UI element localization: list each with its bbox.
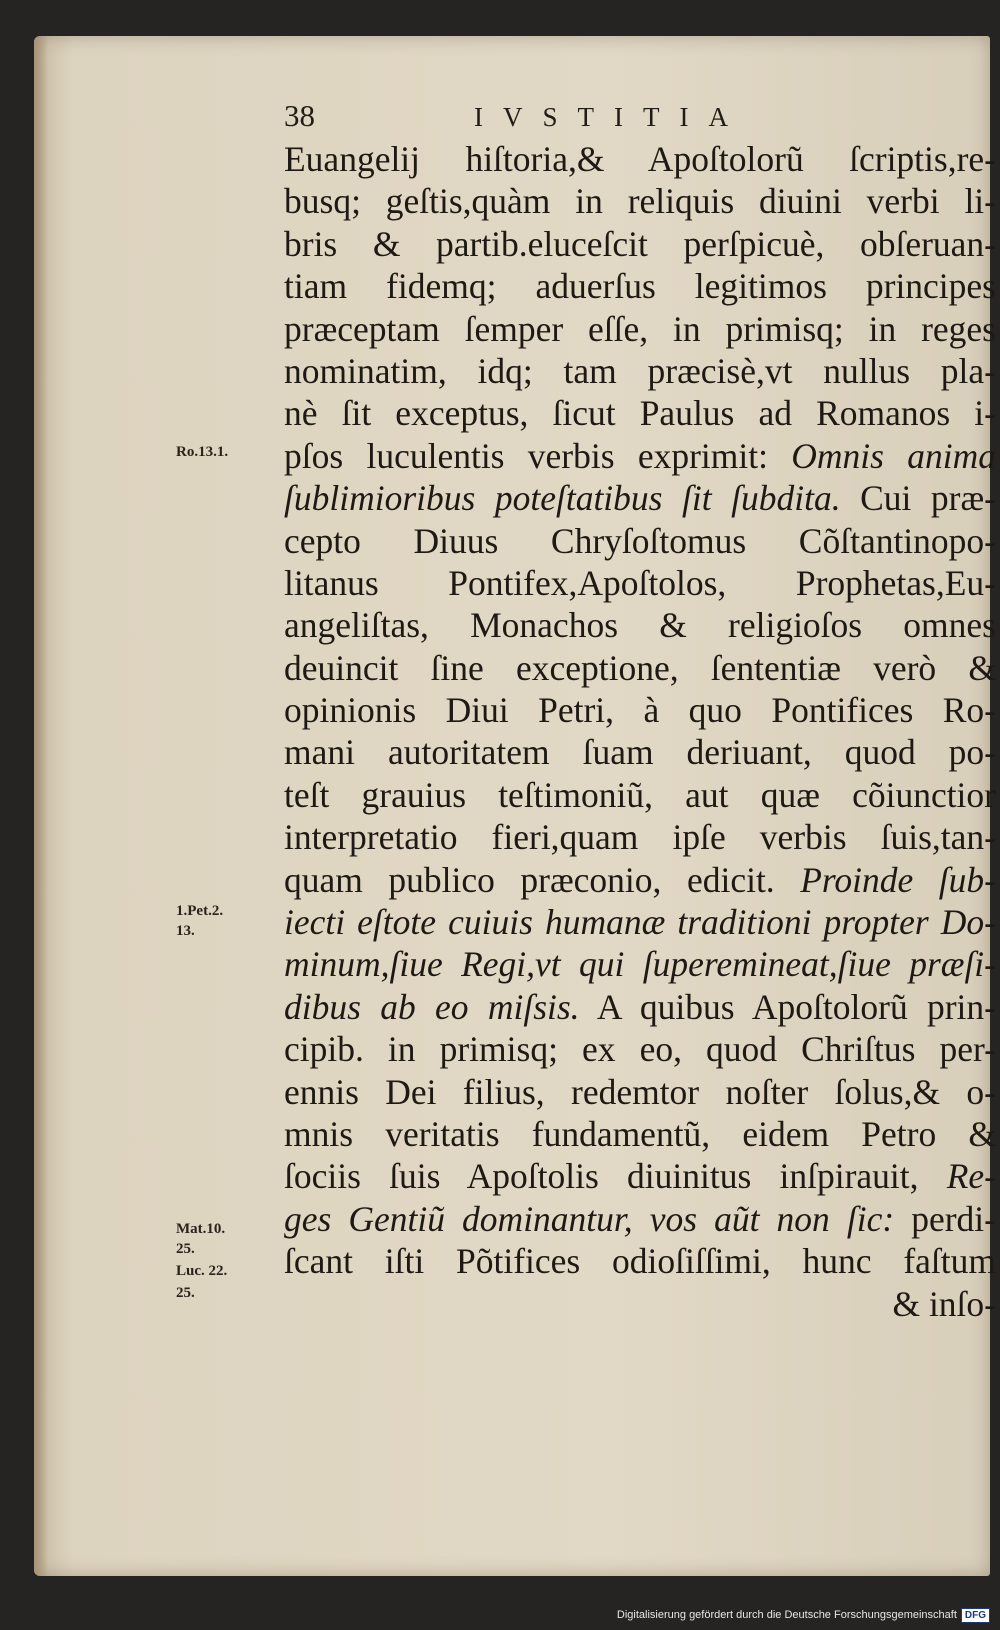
italic-quote-span: dibus ab eo miſsis.: [284, 986, 580, 1027]
text-span: Euangelij hiſtoria,& Apoſtolorũ ſcriptis,re-: [284, 139, 996, 179]
text-span: A quibus Apoſtolorũ prin-: [579, 986, 996, 1027]
text-span: teſt grauius teſtimoniũ, aut quæ cõiunctior: [284, 774, 996, 815]
marginal-note-matthew-verse: 25.: [176, 1241, 195, 1257]
text-span: mnis veritatis fundamentũ, eidem Petro &: [284, 1113, 996, 1154]
italic-quote-span: ſublimioribus poteſtatibus ſit ſubdita.: [284, 478, 841, 519]
text-span: præceptam ſemper eſſe, in primisq; in reges: [284, 308, 996, 349]
text-line: [284, 477, 996, 519]
text-line: [284, 901, 996, 943]
text-span: cipib. in primisq; ex eo, quod Chriſtus per-: [284, 1029, 996, 1070]
text-span: ſociis ſuis Apoſtolis diuinitus inſpirauit,: [284, 1156, 947, 1197]
text-line: [284, 520, 996, 562]
marginal-note-romans: Ro.13.1.: [176, 444, 229, 460]
text-line: [284, 689, 996, 731]
text-line: [284, 265, 996, 307]
text-line: [284, 731, 996, 773]
italic-quote-span: minum,ſiue Regi,vt qui ſupereminеat,ſiue præſi-: [284, 944, 996, 985]
italic-quote-span: Omnis anima: [791, 435, 997, 476]
italic-quote-span: iecti eſtote cuiuis humanæ traditioni propter Do-: [284, 902, 996, 943]
marginal-note-luke-verse: 25.: [176, 1285, 195, 1301]
running-title: IVSTITIA: [474, 102, 748, 132]
text-span: deuincit ſine exceptione, ſententiæ verò &: [284, 647, 996, 688]
text-line: [284, 604, 996, 646]
text-span: busq; geſtis,quàm in reliquis diuini verbi li-: [284, 181, 996, 222]
italic-quote-span: Re-: [946, 1156, 996, 1197]
text-span: tiam fidemq; aduerſus legitimos principes: [284, 266, 996, 307]
text-line: [284, 774, 996, 816]
text-line: [284, 816, 996, 858]
italic-quote-span: ges Gentiũ dominantur, vos aũt non ſic:: [284, 1198, 895, 1239]
text-span: mani autoritatem ſuam deriuant, quod po-: [284, 732, 996, 773]
digitization-footer: [617, 1606, 990, 1624]
text-line: [284, 562, 996, 604]
text-span: & inſo-: [892, 1283, 996, 1324]
text-line: [284, 392, 996, 434]
text-line: [284, 1113, 996, 1155]
dfg-credit-text: Digitalisierung gefördert durch die Deutsche Forschungsgemeinschaft: [616, 1609, 957, 1621]
italic-quote-span: Proinde ſub-: [800, 859, 996, 900]
dfg-logo: DFG: [961, 1608, 990, 1623]
text-line: [284, 138, 996, 180]
body-text: [284, 138, 996, 1325]
marginal-note-peter-verse: 13.: [176, 923, 195, 939]
text-span: perdi-: [894, 1198, 996, 1239]
text-span: nominatim, idq; tam præcisè,vt nullus pla-: [284, 350, 996, 391]
text-span: angeliſtas, Monachos & religioſos omnes: [284, 605, 996, 646]
text-line: [284, 1283, 996, 1325]
text-line: [284, 435, 996, 477]
marginal-note-peter: 1.Pet.2.: [176, 903, 224, 919]
book-page: [34, 36, 997, 1576]
text-line: [284, 223, 996, 265]
text-line: [284, 180, 996, 222]
page-header: [34, 98, 990, 138]
text-line: [284, 986, 996, 1028]
page-number: 38: [284, 98, 315, 133]
text-line: [284, 859, 996, 901]
text-line: [284, 350, 996, 392]
marginal-note-matthew: Mat.10.: [176, 1221, 226, 1237]
text-span: cepto Diuus Chryſoſtomus Cõſtantinopo-: [284, 520, 996, 561]
marginal-note-luke: Luc. 22.: [176, 1263, 228, 1279]
text-span: bris & partib.eluceſcit perſpicuè, obſeruan-: [284, 223, 996, 264]
text-line: [284, 1240, 996, 1282]
text-span: litanus Pontifex,Apoſtolos, Prophetas,Eu-: [284, 562, 996, 603]
text-line: [284, 647, 996, 689]
text-line: [284, 1028, 996, 1070]
text-span: interpretatio fieri,quam ipſe verbis ſuis,tan-: [284, 817, 996, 858]
text-span: ſcant iſti Põtifices odioſiſſimi, hunc faſtum: [284, 1241, 996, 1282]
text-span: quam publico præconio, edicit.: [284, 859, 801, 900]
text-line: [284, 1071, 996, 1113]
text-span: ennis Dei filius, redemtor noſter ſolus,& o-: [284, 1071, 996, 1112]
text-line: [284, 1198, 996, 1240]
text-line: [284, 943, 996, 985]
text-line: [284, 308, 996, 350]
text-span: pſos luculentis verbis exprimit:: [284, 435, 792, 476]
text-span: opinionis Diui Petri, à quo Pontifices Ro-: [284, 690, 996, 731]
text-line: [284, 1155, 996, 1197]
text-span: nè ſit exceptus, ſicut Paulus ad Romanos i-: [284, 393, 996, 434]
text-span: Cui præ-: [840, 478, 996, 519]
